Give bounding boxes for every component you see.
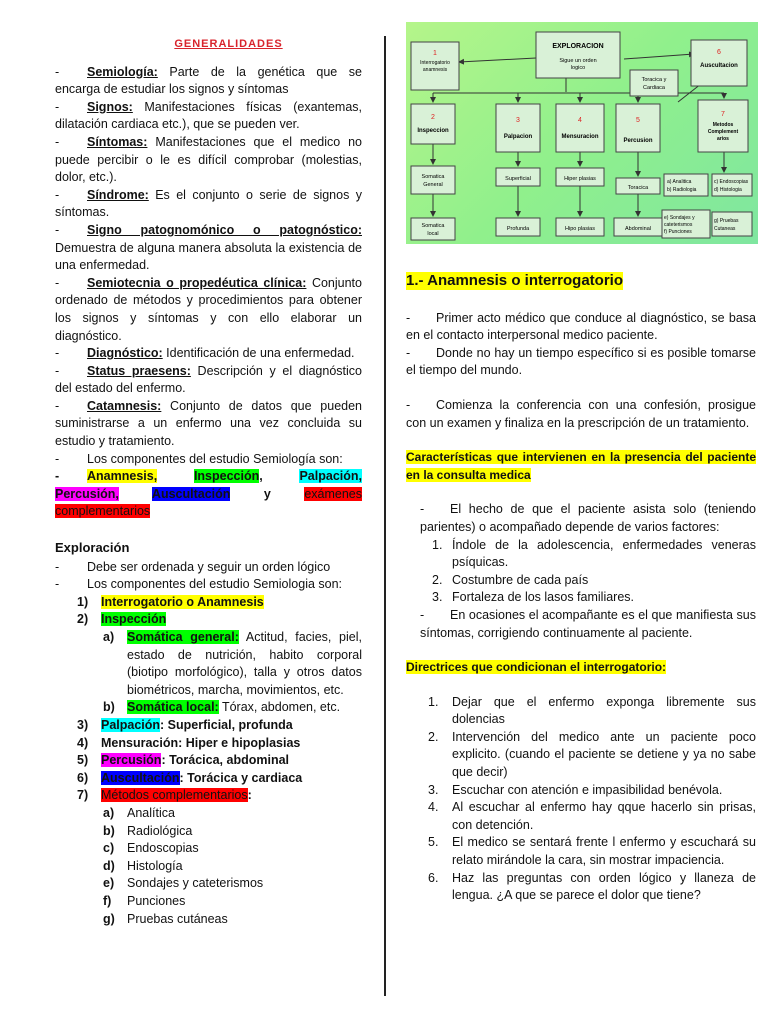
svg-text:Metodos: Metodos [712, 122, 734, 128]
component-auscultacion: Auscultación [151, 486, 231, 501]
svg-text:f) Punciones: f) Punciones [664, 229, 692, 235]
list-item: a) Analítica [103, 805, 175, 820]
list-item: f) Punciones [103, 893, 186, 908]
diagram-node-profunda [496, 218, 540, 236]
diagram-node-hipoplasias [556, 218, 604, 236]
svg-text:Abdominal: Abdominal [625, 226, 651, 232]
svg-text:Palpacion: Palpacion [503, 134, 533, 140]
right-column [406, 22, 756, 905]
list-item: 3. Fortaleza de los lasos familiares. [432, 590, 635, 605]
methods-sublist [55, 805, 362, 928]
component-examenes: exámenes complementarios [55, 486, 362, 519]
list-item: 4. Al escuchar al enfermo hay qque hacerlo sin prisas, con detención. [428, 800, 756, 832]
svg-text:d) Histologia: d) Histologia [714, 187, 742, 193]
svg-text:anamnesis: anamnesis [422, 67, 448, 73]
diagram-node-abdominal [614, 218, 662, 236]
svg-text:g) Pruebas: g) Pruebas [714, 218, 739, 224]
svg-text:Somatica: Somatica [421, 174, 445, 180]
list-item: d) Histología [103, 858, 183, 873]
svg-text:1: 1 [433, 50, 437, 57]
diagram-node-somatica-general [411, 166, 455, 194]
factors-list [406, 537, 756, 607]
diagram-node-toracica-percusion [616, 178, 660, 194]
diagram-node-superficial [496, 168, 540, 186]
diagram-node-1 [411, 42, 459, 90]
list-item: a) Somática general: Actitud, facies, piel, estado de nutrición, habito corporal (biotipo morfológico), talla y otros datos biométricos, marcha, movimientos, etc. [103, 630, 362, 697]
list-item: 4) Mensuración: Hiper e hipoplasias [77, 735, 301, 750]
term: Signos: [87, 99, 133, 114]
svg-text:arios: arios [717, 136, 729, 142]
list-item: e) Sondajes y cateterismos [103, 876, 264, 891]
component-percusion: Percusión, [55, 486, 119, 501]
definition-item: - Diagnóstico: Identificación de una enfermedad. [55, 346, 355, 361]
list-item: 2. Intervención del medico ante un paciente poco explicito. (cuando el paciente se detiene y ya no sabe que decir) [428, 729, 756, 780]
svg-text:Mensuracion: Mensuracion [561, 134, 599, 140]
svg-text:EXPLORACION: EXPLORACION [552, 43, 604, 50]
svg-text:Somatica: Somatica [421, 223, 445, 229]
column-divider [384, 36, 386, 996]
paragraph: - Comienza la conferencia con una confesión, prosigue con un examen y finaliza en la prescripción de un tratamiento. [406, 397, 756, 430]
list-item: g) Pruebas cutáneas [103, 911, 228, 926]
definition-item: - Status praesens: Descripción y el diagnóstico del estado del enfermo. [55, 363, 362, 396]
diagram-node-3 [496, 104, 540, 152]
svg-text:logico: logico [570, 65, 586, 71]
diagram-node-exploracion [536, 32, 620, 78]
list-item: 3) Palpación: Superficial, profunda [77, 717, 293, 732]
list-item: 5) Percusión: Torácica, abdominal [77, 753, 290, 768]
components-list: - Anamnesis, Inspección, Palpación, Percusión, Auscultación y exámenes complementarios [55, 469, 362, 519]
svg-text:Profunda: Profunda [506, 226, 530, 232]
paragraph: - Primer acto médico que conduce al diagnóstico, se basa en el contacto interpersonal medico paciente. [406, 310, 756, 343]
diagram-node-4 [556, 104, 604, 152]
svg-text:b) Radiologia: b) Radiologia [667, 187, 697, 193]
definition-item: - Semiotecnia o propedéutica clínica: Conjunto ordenado de métodos y procedimientos para obtener los signos y síntomas y con ello elaborar un diagnóstico. [55, 275, 362, 343]
svg-text:Cutaneas: Cutaneas [714, 226, 736, 232]
svg-text:Percusion: Percusion [623, 138, 653, 144]
list-item: c) Endoscopias [103, 841, 199, 856]
diagram-node-endoscopias [712, 174, 752, 196]
svg-text:Sigue un orden: Sigue un orden [559, 58, 597, 64]
diagram-node-analitica [664, 174, 708, 196]
diagram-node-5 [616, 104, 660, 152]
definition-item: - Catamnesis: Conjunto de datos que pueden suministrarse a un enfermo una vez concluida su estudio y tratamiento. [55, 398, 362, 449]
list-item: 1. Dejar que el enfermo exponga libremente sus dolencias [428, 694, 756, 727]
exploracion-list [55, 594, 362, 928]
definition-item: - Semiología: Parte de la genética que se encarga de estudiar los signos y síntomas [55, 64, 362, 97]
exploracion-bullet: - Los componentes del estudio Semiologia son: [55, 577, 343, 592]
component-palpacion: Palpación, [299, 469, 362, 484]
diagram-svg [406, 22, 758, 244]
svg-text:2: 2 [431, 114, 435, 121]
directives-list [406, 694, 756, 905]
diagram-node-7 [698, 100, 748, 152]
list-item: 7) Métodos complementarios: a) Analítica b) Radiológica c) Endoscopias d) Histología e) Sondajes y cateterismos f) Punciones g) Pruebas cutáneas [55, 787, 362, 928]
definition-item: - Síntomas: Manifestaciones que el medico no puede percibir o le es difícil comprobar (molestias, dolor, etc.). [55, 134, 362, 185]
diagram-node-hiperplasias [556, 168, 604, 186]
exploracion-diagram [406, 22, 758, 244]
list-item: b) Somática local: Tórax, abdomen, etc. [103, 700, 341, 715]
svg-text:local: local [427, 231, 439, 237]
list-item: b) Radiológica [103, 823, 193, 838]
svg-text:Hipo plasias: Hipo plasias [565, 226, 595, 232]
svg-text:Superficial: Superficial [505, 176, 531, 182]
list-item: 2) Inspección a) Somática general: Actitud, facies, piel, estado de nutrición, habito corporal (biotipo morfológico), talla y otros datos biométricos, marcha, movimientos, etc. b) Somática local: Tórax, abdomen, etc. [55, 611, 362, 717]
svg-text:Auscultacion: Auscultacion [700, 63, 738, 69]
svg-text:Inspeccion: Inspeccion [417, 128, 449, 134]
svg-text:General: General [423, 182, 443, 188]
components-intro: - Los componentes del estudio Semiología son: [55, 451, 343, 466]
term: Status praesens: [87, 363, 191, 378]
definition-item: - Signo patognomónico o patognóstico: Demuestra de alguna manera absoluta la existencia de una enfermedad. [55, 222, 362, 273]
component-anamnesis: Anamnesis, [87, 469, 158, 484]
term: Semiotecnia o propedéutica clínica: [87, 275, 307, 290]
svg-text:7: 7 [721, 111, 725, 118]
term: Catamnesis: [87, 398, 162, 413]
list-item: 2. Costumbre de cada país [432, 572, 589, 587]
definition-item: - Síndrome: Es el conjunto o serie de signos y síntomas. [55, 187, 362, 220]
svg-text:Complement: Complement [707, 129, 739, 135]
svg-text:cateterismos: cateterismos [664, 222, 693, 228]
exploracion-heading: Exploración [55, 540, 130, 556]
svg-text:5: 5 [636, 117, 640, 124]
svg-text:4: 4 [578, 117, 582, 124]
svg-text:a) Analitica: a) Analitica [667, 179, 692, 185]
diagram-node-sondajes [662, 210, 710, 238]
inspeccion-sublist [55, 629, 362, 717]
list-item: 1) Interrogatorio o Anamnesis [77, 594, 264, 609]
svg-text:Interrogatorio: Interrogatorio [420, 60, 450, 66]
term: Semiología: [87, 64, 158, 79]
directives-heading: Directrices que condicionan el interrogatorio: [406, 660, 667, 675]
exploracion-bullet: - Debe ser ordenada y seguir un orden lógico [55, 559, 331, 574]
left-column [55, 36, 362, 928]
svg-text:e) Sondajes y: e) Sondajes y [664, 215, 695, 221]
paragraph: - En ocasiones el acompañante es el que manifiesta sus síntomas, corrigiendo continuamente al paciente. [420, 607, 756, 640]
section-title: 1.- Anamnesis o interrogatorio [406, 272, 623, 289]
list-item: 1. Índole de la adolescencia, enfermedades veneras psíquicas. [432, 537, 756, 570]
term: Signo patognomónico o patognóstico: [87, 222, 362, 237]
list-item: 3. Escuchar con atención e impasibilidad benévola. [428, 782, 723, 797]
diagram-node-pruebas [712, 212, 752, 236]
svg-text:Cardiaca: Cardiaca [642, 85, 666, 91]
list-item: 6) Auscultación: Torácica y cardiaca [77, 770, 303, 785]
term: Síndrome: [87, 187, 149, 202]
list-item: 6. Haz las preguntas con orden lógico y llaneza de lengua. ¿A que se parece el dolor que tiene? [428, 870, 756, 903]
page-title: GENERALIDADES [174, 38, 283, 50]
paragraph: - Donde no hay un tiempo específico si es posible tomarse el tiempo del mundo. [406, 345, 756, 378]
diagram-node-toracica [630, 70, 678, 96]
svg-text:c) Endoscopias: c) Endoscopias [714, 179, 749, 185]
svg-text:Toracica: Toracica [627, 185, 649, 191]
term: Diagnóstico: [87, 346, 163, 361]
diagram-node-somatica-local [411, 218, 455, 240]
svg-text:Hiper plasias: Hiper plasias [564, 176, 596, 182]
component-inspeccion: Inspección [193, 469, 260, 484]
characteristics-heading: Características que intervienen en la presencia del paciente en la consulta medica [406, 450, 756, 482]
paragraph: - El hecho de que el paciente asista solo (teniendo parientes) o acompañado depende de varios factores: [420, 502, 756, 534]
term: Síntomas: [87, 134, 148, 149]
svg-text:6: 6 [717, 49, 721, 56]
diagram-node-6 [691, 40, 747, 86]
list-item: 5. El medico se sentará frente l enfermo y escuchará su relato mirándole la cara, sin mostrar impaciencia. [428, 835, 756, 868]
svg-text:3: 3 [516, 117, 520, 124]
diagram-node-2 [411, 104, 455, 144]
definition-item: - Signos: Manifestaciones físicas (exantemas, dilatación cardiaca etc.), que se pueden ver. [55, 99, 362, 132]
svg-text:Toracica y: Toracica y [641, 77, 667, 83]
